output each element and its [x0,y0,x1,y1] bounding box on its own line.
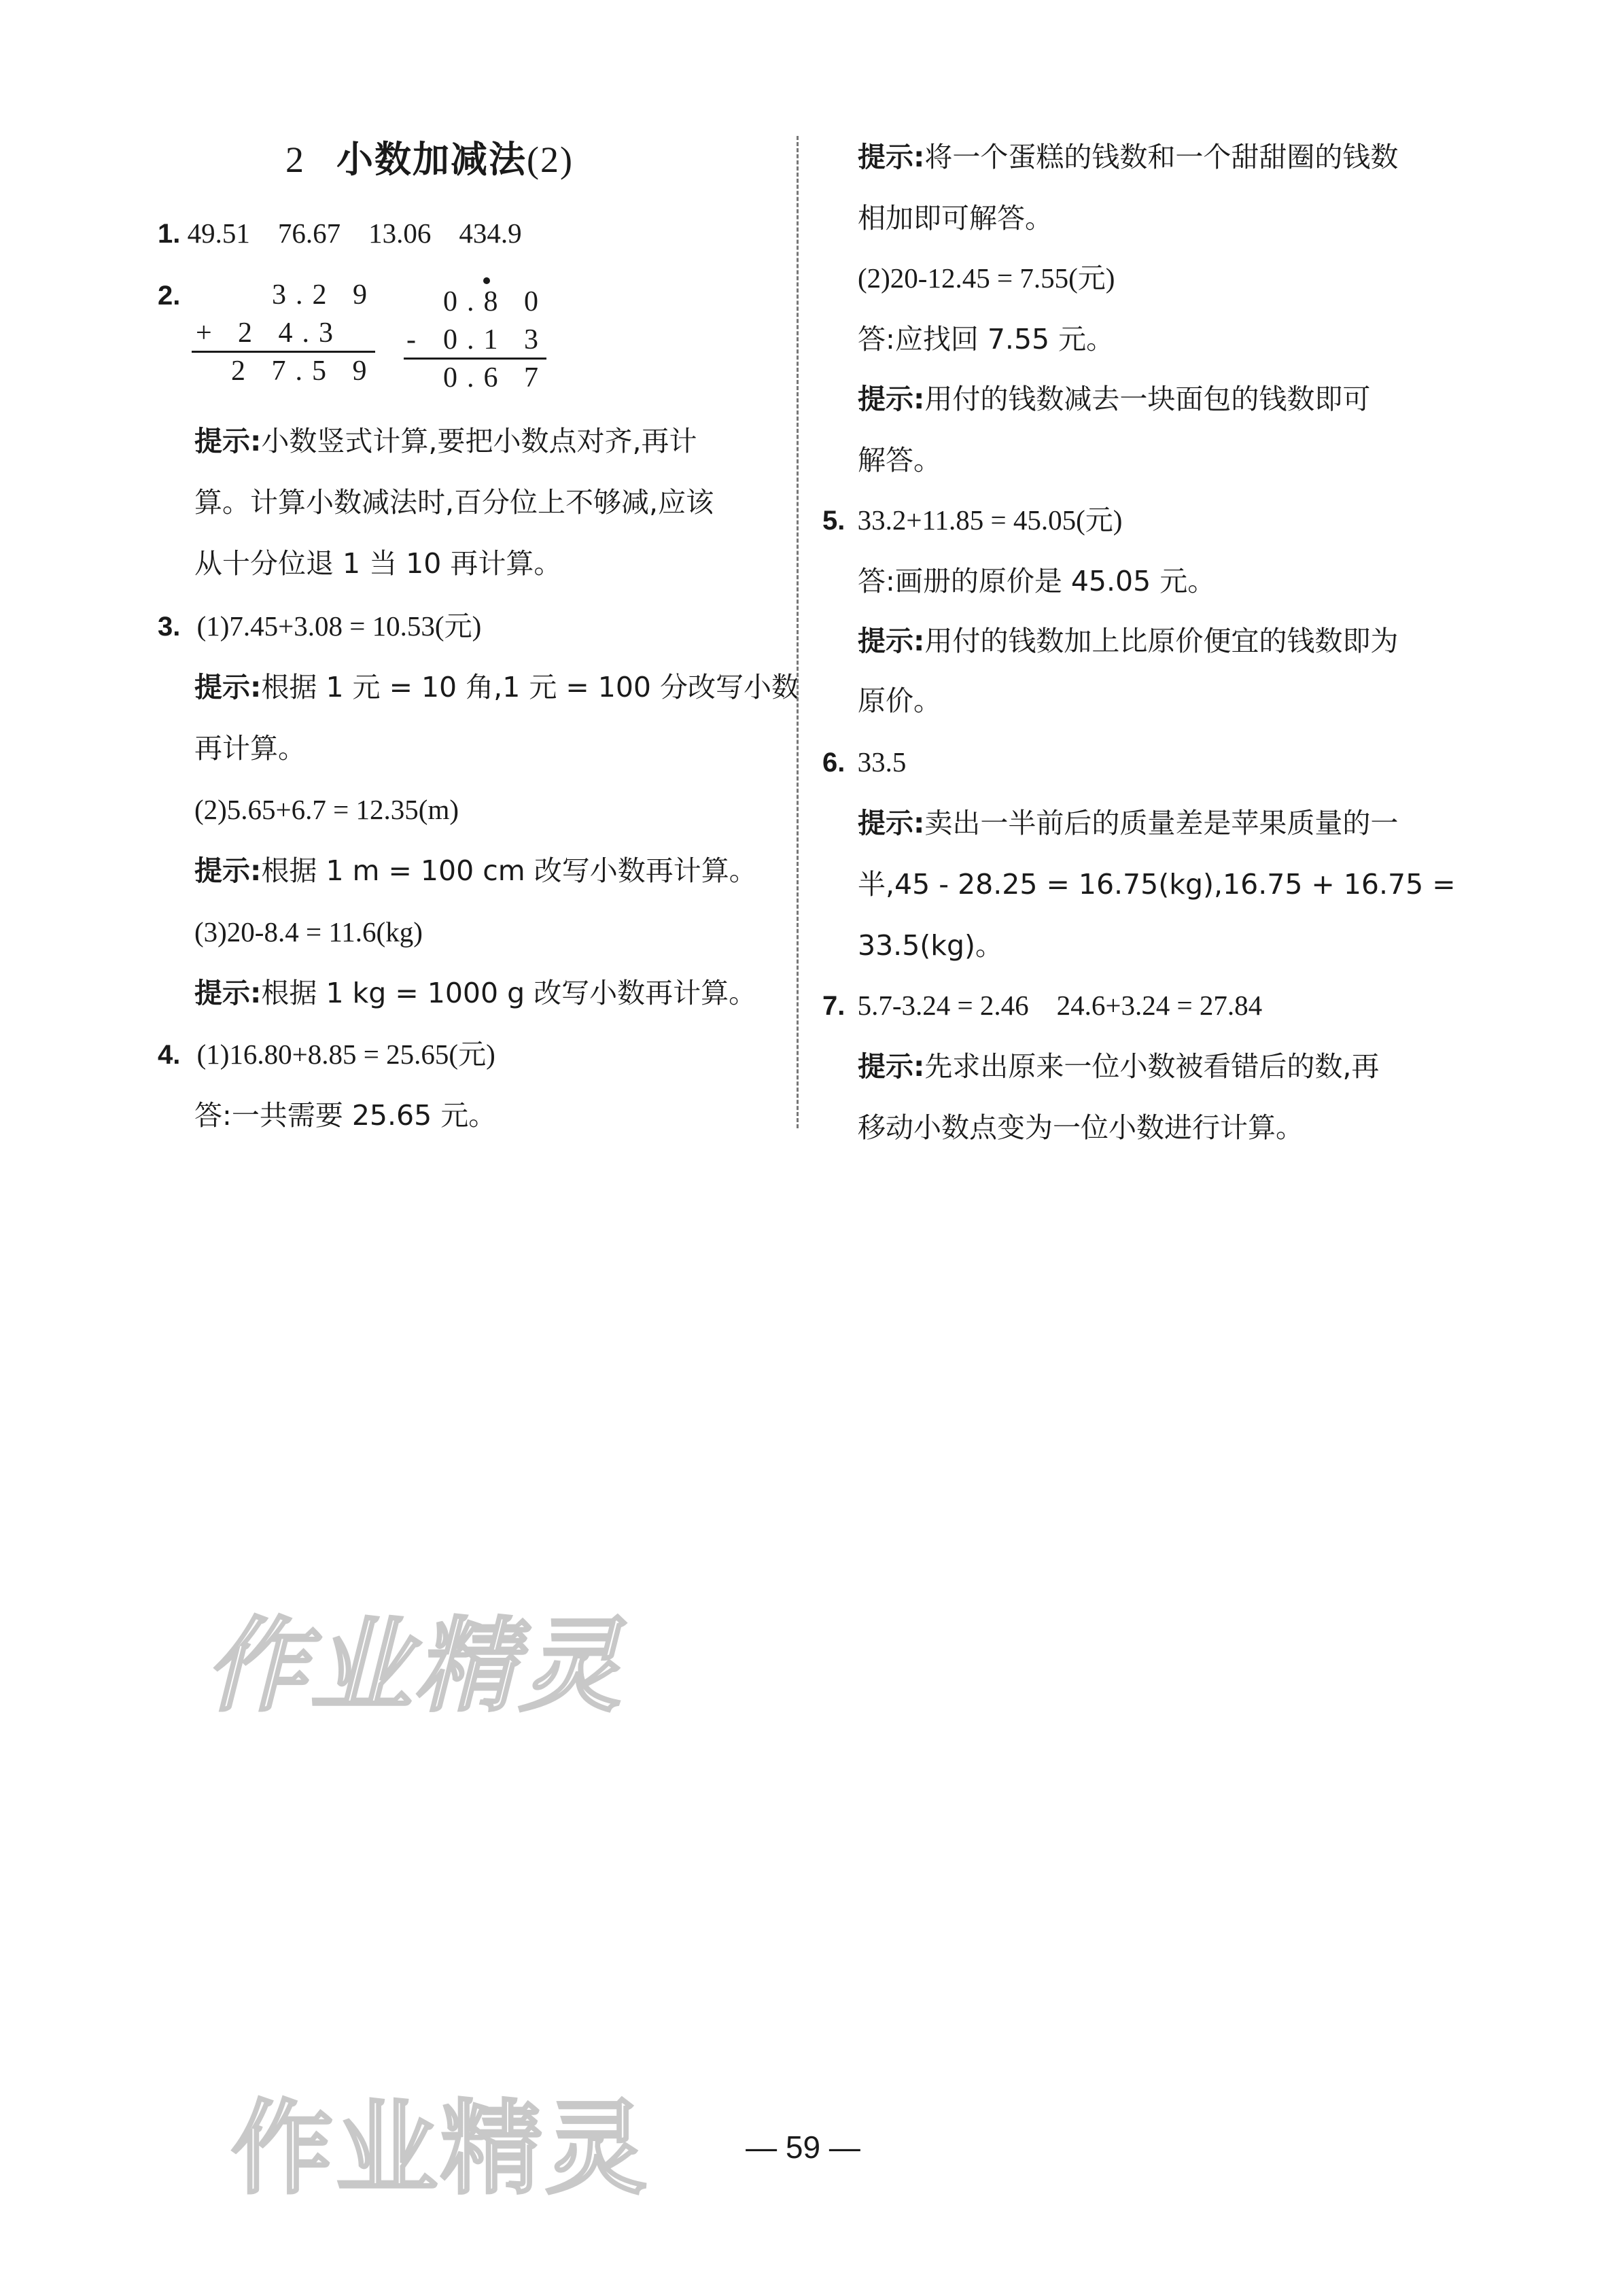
vertical-add-middle: 2 4.3 [238,317,343,349]
page-number: — 59 — [746,2129,860,2165]
tip-text: 用付的钱数加上比原价便宜的钱数即为 [924,625,1399,657]
tip-label: 提示: [194,425,262,457]
q5-equation: 33.2+11.85 = 45.05(元) [857,504,1123,536]
q4-part-1-tip [858,140,1398,174]
section-title [285,131,574,183]
q4-part-1-tip-line-2: 相加即可解答。 [858,202,1053,234]
q3-part-2: (2)5.65+6.7 = 12.35(m) [194,794,459,825]
column-divider [797,136,799,1128]
tip-text: 卖出一半前后的质量差是苹果质量的一 [924,807,1399,839]
vertical-add-operator: + [196,317,222,349]
section-title-text: 小数加减法 [336,138,527,181]
watermark-logo: 作业精灵 [198,1607,648,1726]
q1-answers: 49.51 76.67 13.06 434.9 [187,218,522,249]
tip-text: 小数竖式计算,要把小数点对齐,再计 [261,425,697,457]
section-part: (2) [527,139,574,180]
question-6 [822,745,906,780]
tip-label: 提示: [858,807,925,839]
question-7 [822,988,1262,1023]
tip-text: 根据 1 m = 100 cm 改写小数再计算。 [261,854,757,887]
q2-tip-line-3: 从十分位退 1 当 10 再计算。 [194,547,562,580]
tip-text: 根据 1 元 = 10 角,1 元 = 100 分改写小数 [261,671,800,703]
q3-part-1-tip-line-2: 再计算。 [194,732,306,765]
tip-text: 将一个蛋糕的钱数和一个甜甜圈的钱数 [924,141,1399,173]
q5-tip-line-2: 原价。 [858,684,941,717]
q3-part-2-tip [194,854,757,888]
q3-part-3-tip [194,976,756,1010]
tip-label: 提示: [194,854,262,887]
q5-answer: 答:画册的原价是 45.05 元。 [858,565,1216,597]
q3-part-1: (1)7.45+3.08 = 10.53(元) [196,610,482,642]
q6-answer: 33.5 [857,746,907,778]
q7-tip [858,1049,1379,1083]
question-4 [158,1037,495,1072]
watermark-logo: 作业精灵 [231,2090,650,2208]
q7-tip-line-2: 移动小数点变为一位小数进行计算。 [858,1111,1304,1144]
question-number: 3. [158,612,181,642]
q6-tip-line-2: 半,45 - 28.25 = 16.75(kg),16.75 + 16.75 = [858,868,1456,901]
vertical-sub-top: 0.8 0 [443,286,548,317]
question-number: 6. [822,748,845,778]
question-1 [158,216,522,251]
question-number: 5. [822,506,845,536]
question-5 [822,503,1122,538]
question-number: 2. [158,281,181,311]
question-3 [158,609,481,644]
q3-part-1-tip [194,670,799,704]
tip-label: 提示: [858,625,925,657]
q5-tip [858,624,1398,658]
borrow-dot [483,277,490,284]
q6-tip-line-3: 33.5(kg)。 [858,929,1004,962]
tip-label: 提示: [858,141,925,173]
tip-label: 提示: [858,1050,925,1083]
tip-label: 提示: [858,383,925,415]
vertical-sub-result: 0.6 7 [443,362,548,394]
vertical-sub-rule [404,358,546,360]
q4-part-2-tip-line-2: 解答。 [858,444,941,476]
vertical-sub-middle: 0.1 3 [443,324,548,355]
tip-text: 用付的钱数减去一块面包的钱数即可 [924,383,1371,415]
tip-text: 先求出原来一位小数被看错后的数,再 [924,1050,1380,1083]
tip-text: 根据 1 kg = 1000 g 改写小数再计算。 [261,977,757,1009]
question-number: 1. [158,219,181,249]
q6-tip [858,806,1398,840]
q4-part-1: (1)16.80+8.85 = 25.65(元) [196,1039,495,1070]
q3-part-3: (3)20-8.4 = 11.6(kg) [194,916,423,947]
q4-part-2-tip [858,382,1370,416]
q4-part-1-answer: 答:一共需要 25.65 元。 [194,1099,497,1132]
q7-equations: 5.7-3.24 = 2.46 24.6+3.24 = 27.84 [857,990,1263,1021]
tip-label: 提示: [194,671,262,703]
q2-tip-line-2: 算。计算小数减法时,百分位上不够减,应该 [194,486,714,519]
q2-tip-line-1 [194,424,697,458]
section-number: 2 [285,139,305,180]
q4-part-2-answer: 答:应找回 7.55 元。 [858,323,1115,355]
vertical-add-result: 2 7.5 9 [231,355,377,387]
q4-part-2: (2)20-12.45 = 7.55(元) [858,262,1115,294]
vertical-sub-operator: - [406,324,425,355]
tip-label: 提示: [194,977,262,1009]
vertical-add-top: 3.2 9 [272,279,377,311]
vertical-add-rule [192,351,375,353]
question-number: 4. [158,1040,181,1070]
question-number: 7. [822,991,845,1021]
